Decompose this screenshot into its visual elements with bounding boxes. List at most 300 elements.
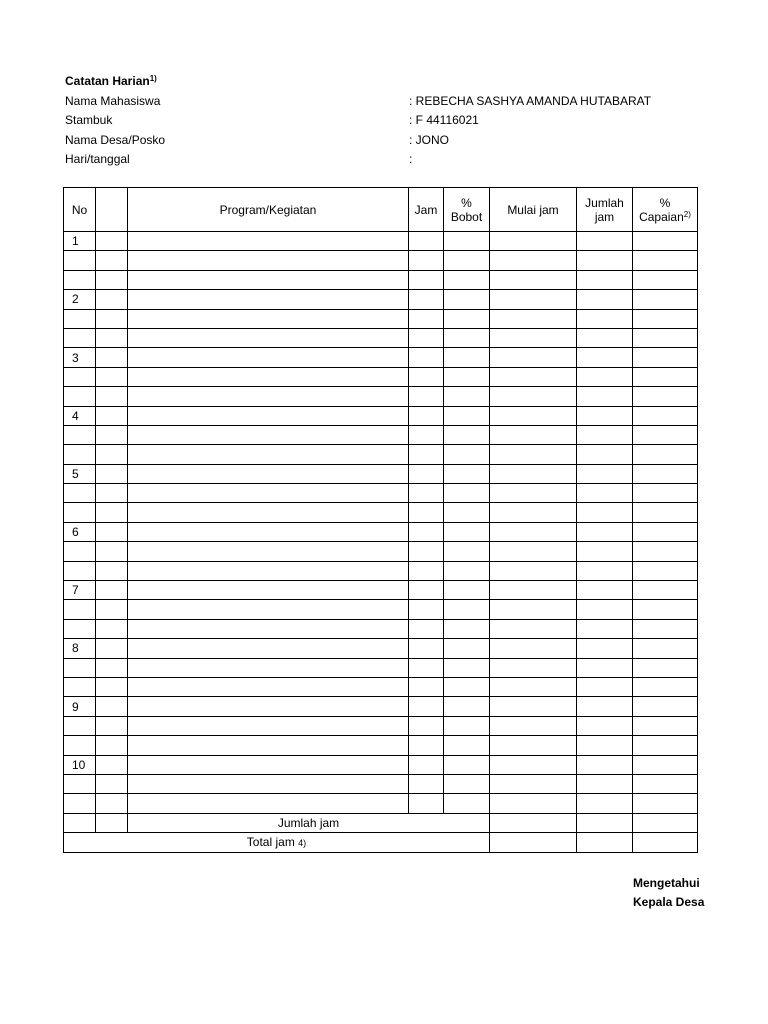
cell xyxy=(409,445,444,464)
cell xyxy=(64,251,96,270)
cell xyxy=(96,716,128,735)
cell xyxy=(633,328,698,347)
cell xyxy=(409,406,444,425)
cell xyxy=(490,794,577,813)
cell xyxy=(577,348,633,367)
col-mulai-jam: Mulai jam xyxy=(490,188,577,232)
cell xyxy=(633,600,698,619)
cell xyxy=(633,697,698,716)
cell xyxy=(96,755,128,774)
cell xyxy=(96,561,128,580)
cell xyxy=(577,542,633,561)
cell xyxy=(490,697,577,716)
total-jam-label: Total jam 4) xyxy=(64,833,490,852)
cell xyxy=(96,464,128,483)
cell xyxy=(64,561,96,580)
cell xyxy=(490,755,577,774)
cell xyxy=(577,425,633,444)
cell xyxy=(490,677,577,696)
row-number: 3 xyxy=(64,348,96,367)
cell xyxy=(96,658,128,677)
cell xyxy=(577,484,633,503)
cell xyxy=(96,619,128,638)
field-value: : F 44116021 xyxy=(409,113,479,127)
cell xyxy=(633,503,698,522)
cell xyxy=(96,309,128,328)
cell xyxy=(128,328,409,347)
cell xyxy=(64,503,96,522)
cell xyxy=(409,716,444,735)
cell xyxy=(409,755,444,774)
cell xyxy=(633,716,698,735)
cell xyxy=(128,445,409,464)
cell xyxy=(577,561,633,580)
cell xyxy=(64,542,96,561)
field-label: Nama Mahasiswa xyxy=(65,93,161,108)
cell xyxy=(444,794,490,813)
field-stambuk xyxy=(65,111,705,131)
cell xyxy=(96,270,128,289)
cell xyxy=(490,464,577,483)
cell xyxy=(444,522,490,541)
table-row xyxy=(64,503,698,522)
col-capaian: % Capaian$^{2)}$ xyxy=(633,188,698,232)
cell xyxy=(128,677,409,696)
cell xyxy=(128,503,409,522)
cell xyxy=(577,600,633,619)
cell xyxy=(444,716,490,735)
cell xyxy=(633,833,698,852)
cell xyxy=(490,619,577,638)
table-row xyxy=(64,367,698,386)
cell xyxy=(633,581,698,600)
field-value: : REBECHA SASHYA AMANDA HUTABARAT xyxy=(409,93,652,108)
cell xyxy=(577,251,633,270)
cell xyxy=(577,774,633,793)
activity-table-container xyxy=(63,187,697,855)
cell xyxy=(490,387,577,406)
cell xyxy=(128,774,409,793)
cell xyxy=(444,561,490,580)
table-row xyxy=(64,387,698,406)
cell xyxy=(490,484,577,503)
cell xyxy=(577,503,633,522)
cell xyxy=(64,677,96,696)
cell xyxy=(128,619,409,638)
table-row xyxy=(64,425,698,444)
col-bobot: % Bobot xyxy=(444,188,490,232)
cell xyxy=(128,425,409,444)
table-row xyxy=(64,677,698,696)
cell xyxy=(64,367,96,386)
cell xyxy=(490,445,577,464)
row-number: 9 xyxy=(64,697,96,716)
cell xyxy=(490,658,577,677)
cell xyxy=(444,464,490,483)
cell xyxy=(128,794,409,813)
cell xyxy=(409,270,444,289)
cell xyxy=(409,464,444,483)
cell xyxy=(128,484,409,503)
cell xyxy=(128,736,409,755)
cell xyxy=(409,503,444,522)
cell xyxy=(490,348,577,367)
cell xyxy=(444,542,490,561)
cell xyxy=(128,561,409,580)
cell xyxy=(64,794,96,813)
cell xyxy=(409,677,444,696)
cell xyxy=(577,328,633,347)
cell xyxy=(490,561,577,580)
cell xyxy=(490,581,577,600)
cell xyxy=(444,309,490,328)
cell xyxy=(490,425,577,444)
signature-line-1: Mengetahui xyxy=(633,876,700,890)
field-value: : xyxy=(409,152,413,166)
cell xyxy=(633,639,698,658)
cell xyxy=(633,445,698,464)
cell xyxy=(577,639,633,658)
cell xyxy=(490,542,577,561)
cell xyxy=(490,232,577,251)
cell xyxy=(633,619,698,638)
header-title-row xyxy=(65,72,705,92)
field-hari-tanggal xyxy=(65,150,705,170)
cell xyxy=(444,387,490,406)
cell xyxy=(633,406,698,425)
cell xyxy=(409,522,444,541)
cell xyxy=(96,794,128,813)
cell xyxy=(633,270,698,289)
cell xyxy=(64,484,96,503)
cell xyxy=(409,387,444,406)
cell xyxy=(64,658,96,677)
cell xyxy=(64,309,96,328)
jumlah-jam-label: Jumlah jam xyxy=(128,813,490,832)
cell xyxy=(409,581,444,600)
table-row xyxy=(64,348,698,367)
row-number: 7 xyxy=(64,581,96,600)
cell xyxy=(96,600,128,619)
table-row xyxy=(64,639,698,658)
cell xyxy=(490,813,577,832)
cell xyxy=(633,232,698,251)
cell xyxy=(128,232,409,251)
cell xyxy=(577,522,633,541)
cell xyxy=(633,348,698,367)
cell xyxy=(96,290,128,309)
cell xyxy=(577,697,633,716)
document-title: Catatan Harian$^{1)}$ xyxy=(65,74,157,88)
cell xyxy=(128,716,409,735)
cell xyxy=(577,464,633,483)
activity-table xyxy=(63,187,698,853)
cell xyxy=(444,697,490,716)
cell xyxy=(444,270,490,289)
cell xyxy=(444,600,490,619)
cell xyxy=(633,677,698,696)
cell xyxy=(633,425,698,444)
cell xyxy=(96,367,128,386)
cell xyxy=(444,251,490,270)
cell xyxy=(633,484,698,503)
table-row xyxy=(64,290,698,309)
cell xyxy=(409,542,444,561)
cell xyxy=(96,425,128,444)
cell xyxy=(577,309,633,328)
field-nama-desa xyxy=(65,131,705,151)
cell xyxy=(409,232,444,251)
cell xyxy=(490,309,577,328)
cell xyxy=(633,794,698,813)
cell xyxy=(128,406,409,425)
cell xyxy=(633,251,698,270)
cell xyxy=(633,290,698,309)
cell xyxy=(490,522,577,541)
cell xyxy=(444,658,490,677)
field-label: Nama Desa/Posko xyxy=(65,132,166,147)
table-row xyxy=(64,755,698,774)
cell xyxy=(444,774,490,793)
cell xyxy=(96,503,128,522)
cell xyxy=(444,290,490,309)
row-number: 1 xyxy=(64,232,96,251)
cell xyxy=(490,639,577,658)
table-row xyxy=(64,251,698,270)
cell xyxy=(490,833,577,852)
col-jumlah-jam: Jumlah jam xyxy=(577,188,633,232)
cell xyxy=(577,813,633,832)
cell xyxy=(409,639,444,658)
table-row xyxy=(64,328,698,347)
cell xyxy=(444,639,490,658)
cell xyxy=(128,290,409,309)
cell xyxy=(490,270,577,289)
field-nama-mahasiswa xyxy=(65,92,705,112)
cell xyxy=(633,367,698,386)
cell xyxy=(444,619,490,638)
cell xyxy=(444,425,490,444)
cell xyxy=(577,716,633,735)
signature-line-2: Kepala Desa xyxy=(633,895,705,909)
cell xyxy=(633,813,698,832)
cell xyxy=(64,600,96,619)
cell xyxy=(96,813,128,832)
row-number: 2 xyxy=(64,290,96,309)
cell xyxy=(444,232,490,251)
cell xyxy=(577,270,633,289)
cell xyxy=(128,522,409,541)
cell xyxy=(444,348,490,367)
cell xyxy=(444,736,490,755)
cell xyxy=(64,716,96,735)
document-header xyxy=(65,72,705,170)
cell xyxy=(128,309,409,328)
table-row xyxy=(64,270,698,289)
table-row xyxy=(64,484,698,503)
cell xyxy=(577,755,633,774)
cell xyxy=(409,619,444,638)
field-label: Hari/tanggal xyxy=(65,152,130,166)
cell xyxy=(633,561,698,580)
cell xyxy=(577,794,633,813)
cell xyxy=(128,387,409,406)
cell xyxy=(128,600,409,619)
cell xyxy=(96,232,128,251)
cell xyxy=(128,697,409,716)
cell xyxy=(409,697,444,716)
cell xyxy=(577,736,633,755)
table-row xyxy=(64,561,698,580)
cell xyxy=(490,367,577,386)
cell xyxy=(96,581,128,600)
cell xyxy=(490,600,577,619)
table-row xyxy=(64,464,698,483)
cell xyxy=(96,639,128,658)
cell xyxy=(444,328,490,347)
row-number: 4 xyxy=(64,406,96,425)
cell xyxy=(444,445,490,464)
cell xyxy=(633,542,698,561)
cell xyxy=(577,290,633,309)
cell xyxy=(577,367,633,386)
table-row xyxy=(64,716,698,735)
cell xyxy=(64,387,96,406)
cell xyxy=(633,387,698,406)
cell xyxy=(577,406,633,425)
cell xyxy=(577,445,633,464)
field-label: Stambuk xyxy=(65,113,113,127)
field-value: : JONO xyxy=(409,132,450,147)
table-header-row xyxy=(64,188,698,232)
signature-block xyxy=(633,874,705,912)
cell xyxy=(444,484,490,503)
cell xyxy=(577,833,633,852)
cell xyxy=(577,387,633,406)
table-row xyxy=(64,774,698,793)
cell xyxy=(633,736,698,755)
cell xyxy=(577,658,633,677)
cell xyxy=(409,251,444,270)
cell xyxy=(409,328,444,347)
cell xyxy=(96,445,128,464)
cell xyxy=(96,387,128,406)
cell xyxy=(577,677,633,696)
cell xyxy=(409,736,444,755)
cell xyxy=(409,425,444,444)
table-row xyxy=(64,542,698,561)
cell xyxy=(444,581,490,600)
table-row xyxy=(64,522,698,541)
cell xyxy=(96,328,128,347)
cell xyxy=(633,658,698,677)
cell xyxy=(577,581,633,600)
cell xyxy=(96,677,128,696)
cell xyxy=(96,348,128,367)
cell xyxy=(64,270,96,289)
cell xyxy=(409,484,444,503)
cell xyxy=(96,774,128,793)
cell xyxy=(444,677,490,696)
cell xyxy=(577,232,633,251)
table-row xyxy=(64,309,698,328)
cell xyxy=(96,522,128,541)
cell xyxy=(409,774,444,793)
cell xyxy=(64,774,96,793)
cell xyxy=(64,813,96,832)
cell xyxy=(577,619,633,638)
cell xyxy=(96,251,128,270)
cell xyxy=(64,425,96,444)
table-row xyxy=(64,736,698,755)
cell xyxy=(490,503,577,522)
cell xyxy=(490,290,577,309)
row-number: 5 xyxy=(64,464,96,483)
cell xyxy=(128,755,409,774)
cell xyxy=(128,464,409,483)
cell xyxy=(64,445,96,464)
cell xyxy=(409,794,444,813)
table-row xyxy=(64,445,698,464)
table-row xyxy=(64,600,698,619)
cell xyxy=(633,309,698,328)
cell xyxy=(490,406,577,425)
cell xyxy=(490,736,577,755)
cell xyxy=(96,484,128,503)
cell xyxy=(128,251,409,270)
cell xyxy=(96,406,128,425)
cell xyxy=(444,367,490,386)
cell xyxy=(64,328,96,347)
row-number: 8 xyxy=(64,639,96,658)
cell xyxy=(409,309,444,328)
col-no: No xyxy=(64,188,96,232)
cell xyxy=(128,658,409,677)
cell xyxy=(409,561,444,580)
cell xyxy=(128,367,409,386)
col-blank xyxy=(96,188,128,232)
cell xyxy=(444,503,490,522)
cell xyxy=(409,290,444,309)
cell xyxy=(96,697,128,716)
table-body xyxy=(64,232,698,814)
cell xyxy=(128,639,409,658)
cell xyxy=(409,367,444,386)
table-row xyxy=(64,658,698,677)
cell xyxy=(490,774,577,793)
cell xyxy=(128,348,409,367)
cell xyxy=(490,328,577,347)
table-row xyxy=(64,406,698,425)
cell xyxy=(444,755,490,774)
row-number: 6 xyxy=(64,522,96,541)
col-jam: Jam xyxy=(409,188,444,232)
table-row xyxy=(64,619,698,638)
cell xyxy=(490,716,577,735)
row-number: 10 xyxy=(64,755,96,774)
total-jam-row xyxy=(64,833,698,852)
cell xyxy=(409,348,444,367)
jumlah-jam-row xyxy=(64,813,698,832)
cell xyxy=(64,619,96,638)
cell xyxy=(633,464,698,483)
cell xyxy=(128,270,409,289)
cell xyxy=(633,522,698,541)
table-row xyxy=(64,697,698,716)
cell xyxy=(64,736,96,755)
cell xyxy=(633,774,698,793)
cell xyxy=(409,658,444,677)
